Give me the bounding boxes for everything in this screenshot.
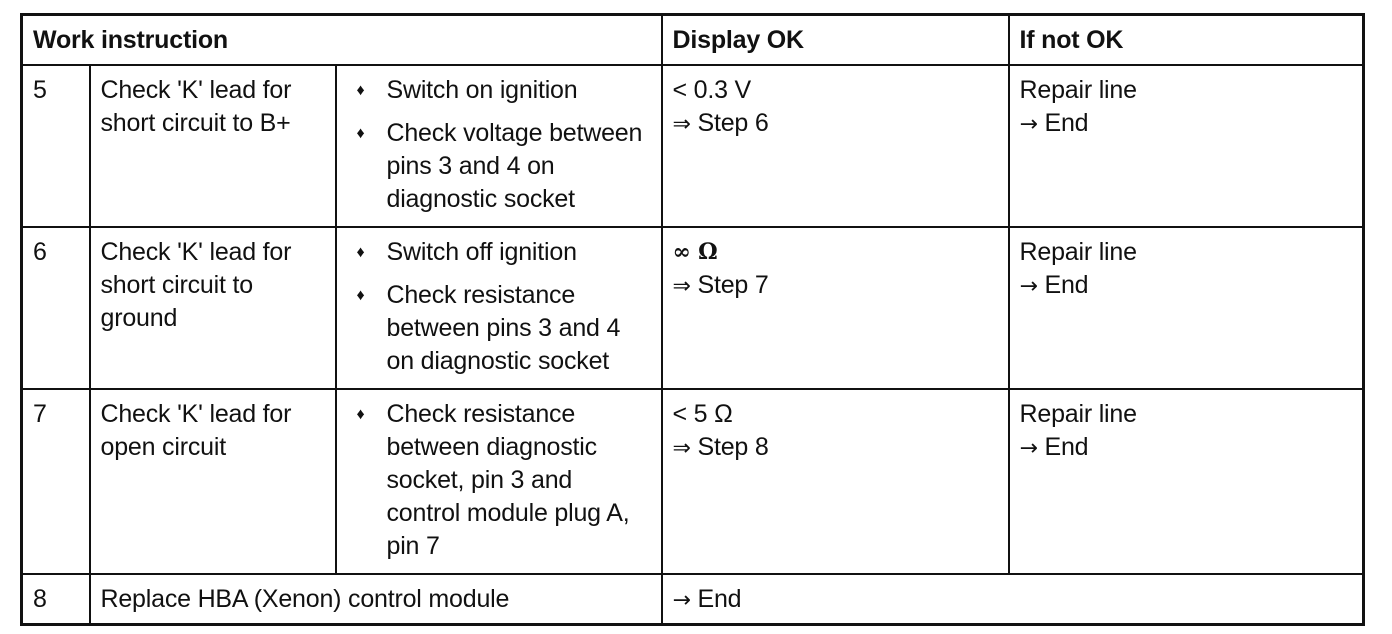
right-arrow-icon: → [1019,436,1038,461]
table-row [22,389,1364,574]
display-ok-next: → End [672,585,742,613]
if-not-ok-cell [1009,389,1364,574]
display-ok-cell [662,227,1009,389]
list-item: ♦ Check resistance between diagnostic socket, pin 3 and control module plug A, pin 7 [347,398,651,563]
implies-arrow-icon: ⇒ [672,112,691,137]
list-item: ♦ Switch on ignition [347,74,651,107]
right-arrow-icon: → [1019,274,1038,299]
list-item: ♦ Check resistance between pins 3 and 4 on diagnostic socket [347,279,651,378]
step-number: 7 [22,389,90,574]
instruction-text: Check 'K' lead for short circuit to B+ [90,65,336,227]
diamond-bullet-icon: ♦ [356,406,365,423]
instruction-text: Replace HBA (Xenon) control module [90,574,662,624]
header-if-not-ok: If not OK [1009,15,1364,66]
display-ok-value: < 5 Ω [672,400,733,428]
if-not-ok-next: → End [1019,109,1089,137]
if-not-ok-action: Repair line [1019,76,1137,104]
table-row [22,65,1364,227]
display-ok-cell [662,389,1009,574]
instruction-text: Check 'K' lead for open circuit [90,389,336,574]
action-list-cell [336,227,662,389]
implies-arrow-icon: ⇒ [672,274,691,299]
display-ok-cell [662,574,1364,624]
display-ok-next: ⇒ Step 7 [672,271,769,299]
if-not-ok-cell [1009,65,1364,227]
list-item: ♦ Check voltage between pins 3 and 4 on diagnostic socket [347,117,651,216]
diamond-bullet-icon: ♦ [356,125,365,142]
if-not-ok-cell [1009,227,1364,389]
display-ok-cell [662,65,1009,227]
action-list-cell [336,389,662,574]
table-row [22,227,1364,389]
action-list [347,398,651,563]
action-list [347,74,651,216]
list-item: ♦ Switch off ignition [347,236,651,269]
implies-arrow-icon: ⇒ [672,436,691,461]
diamond-bullet-icon: ♦ [356,287,365,304]
action-list-cell [336,65,662,227]
step-number: 8 [22,574,90,624]
header-display-ok: Display OK [662,15,1009,66]
diamond-bullet-icon: ♦ [356,244,365,261]
display-ok-value: < 0.3 V [672,76,752,104]
if-not-ok-action: Repair line [1019,400,1137,428]
instruction-text: Check 'K' lead for short circuit to ground [90,227,336,389]
display-ok-next: ⇒ Step 6 [672,109,769,137]
display-ok-next: ⇒ Step 8 [672,433,769,461]
right-arrow-icon: → [1019,112,1038,137]
if-not-ok-next: → End [1019,433,1089,461]
if-not-ok-next: → End [1019,271,1089,299]
action-list [347,236,651,378]
header-work-instruction: Work instruction [22,15,662,66]
step-number: 6 [22,227,90,389]
table-row [22,574,1364,624]
if-not-ok-action: Repair line [1019,238,1137,266]
header-row [22,15,1364,66]
right-arrow-icon: → [672,588,691,613]
step-number: 5 [22,65,90,227]
diamond-bullet-icon: ♦ [356,82,365,99]
work-instruction-table [20,13,1365,626]
display-ok-value: ∞ Ω [672,239,718,265]
